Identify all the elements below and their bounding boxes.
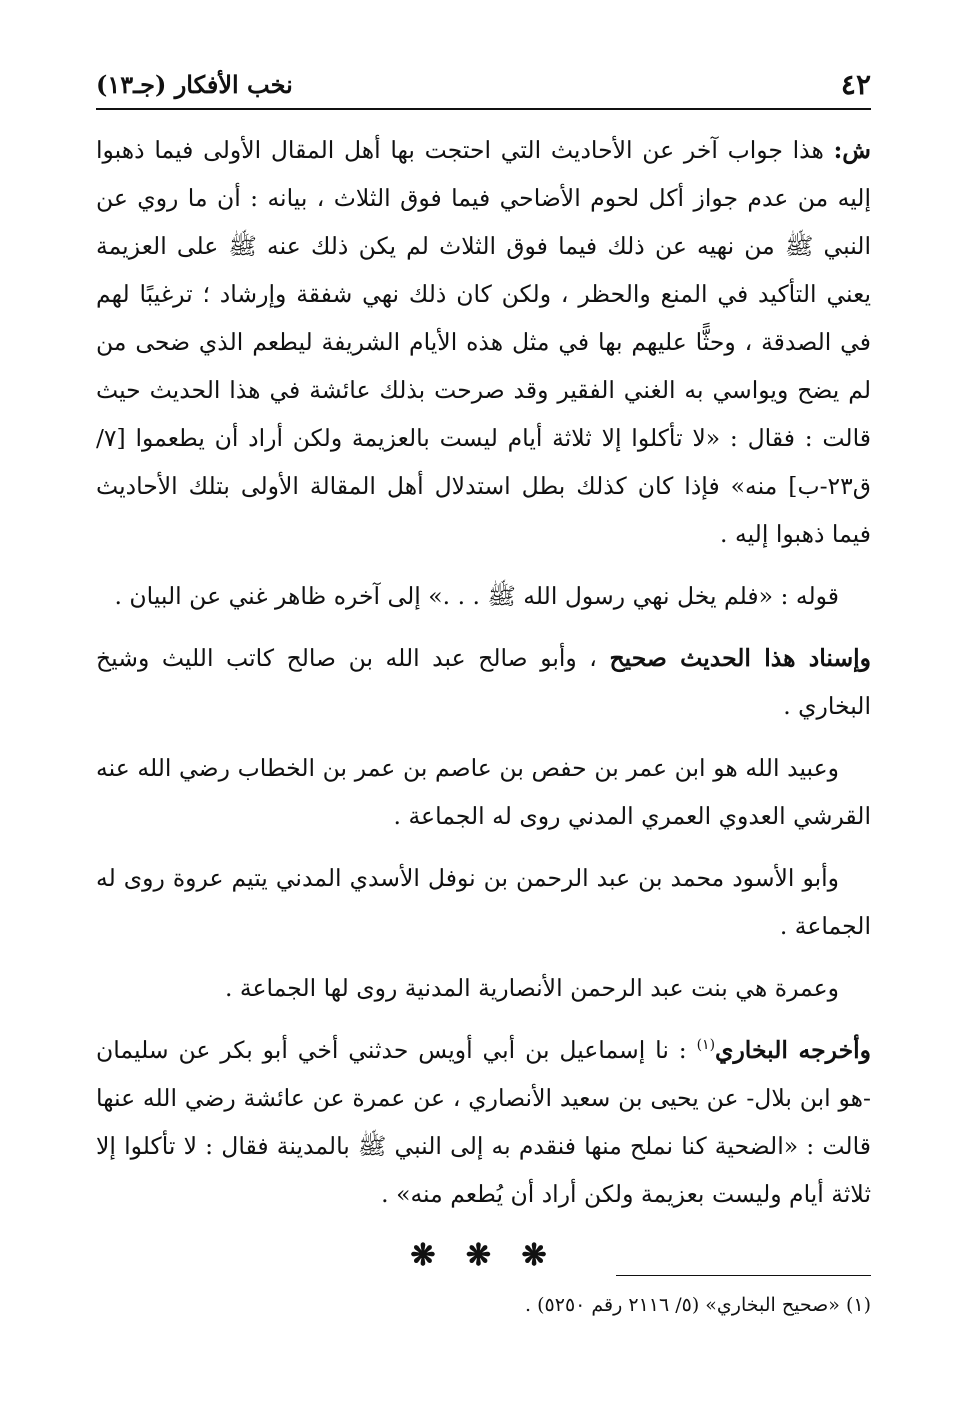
book-page [96,60,871,1360]
footnote: (١) «صحيح البخاري» (٥/ ٢١١٦ رقم ٥٢٥٠) . [525,1294,871,1316]
running-title: نخب الأفكار (جـ١٣) [96,69,293,99]
paragraph-abu-aswad: وأبو الأسود محمد بن عبد الرحمن بن نوفل الأسدي المدني يتيم عروة روى له الجماعة . [96,864,871,940]
page-header [96,60,871,110]
footnote-reference: (١) [696,1037,716,1054]
isnad-text: ، وأبو صالح عبد الله بن صالح كاتب الليث وشيخ البخاري . [96,644,871,720]
section-separator: ❋ ❋ ❋ [410,1238,557,1273]
isnad-label: وإسناد هذا الحديث صحيح [609,644,872,672]
bukhari-text: : نا إسماعيل بن أبي أويس حدثني أخي أبو بكر عن سليمان -هو ابن بلال- عن يحيى بن سعيد الأنصاري ، عن عمرة عن عائشة رضي الله عنها قالت : «الضحية كنا نملح منها فنقدم به إلى النبي ﷺ بالمدينة فقال : لا تأكلوا إلا ثلاثة أيام وليست بعزيمة ولكن أراد أن يُطعم منه» . [96,1036,871,1208]
paragraph-amra: وعمرة هي بنت عبد الرحمن الأنصارية المدنية روى لها الجماعة . [224,974,839,1002]
paragraph-ubaydullah: وعبيد الله هو ابن عمر بن حفص بن عاصم بن عمر بن الخطاب رضي الله عنه القرشي العدوي العمري المدني روى له الجماعة . [96,754,871,830]
page-number: ٤٢ [840,67,871,101]
commentary-text: هذا جواب آخر عن الأحاديث التي احتجت بها أهل المقال الأولى فيما ذهبوا إليه من عدم جواز أكل لحوم الأضاحي فيما فوق الثلاث ، بيانه : أن ما روي عن النبي ﷺ من نهيه عن ذلك فيما فوق الثلاث لم يكن ذلك عنه ﷺ على العزيمة يعني التأكيد في المنع والحظر ، ولكن كان ذلك نهي شفقة وإرشاد ؛ ترغيبًا لهم في الصدقة ، وحثًّا عليهم بها في مثل هذه الأيام الشريفة ليطعم الذي ضحى من لم يضح ويواسي به الغني الفقير وقد صرحت بذلك عائشة في هذا الحديث حيث قالت : فقال : «لا تأكلوا إلا ثلاثة أيام ليست بالعزيمة ولكن أراد أن يطعموا [٧/ ق٢٣-ب] منه» فإذا كان كذلك بطل استدلال أهل المقالة الأولى بتلك الأحاديث فيما ذهبوا إليه . [96,136,871,548]
paragraph-quote: قوله : «فلم يخل نهي رسول الله ﷺ . . .» إلى آخره ظاهر غني عن البيان . [114,582,839,610]
commentary-label: ش: [833,136,871,164]
footnote-divider [616,1275,871,1276]
paragraph-commentary [96,126,871,558]
paragraph-bukhari [96,1026,871,1218]
bukhari-label: وأخرجه البخاري [715,1036,872,1064]
main-text [96,126,871,1280]
paragraph-isnad [96,634,871,730]
